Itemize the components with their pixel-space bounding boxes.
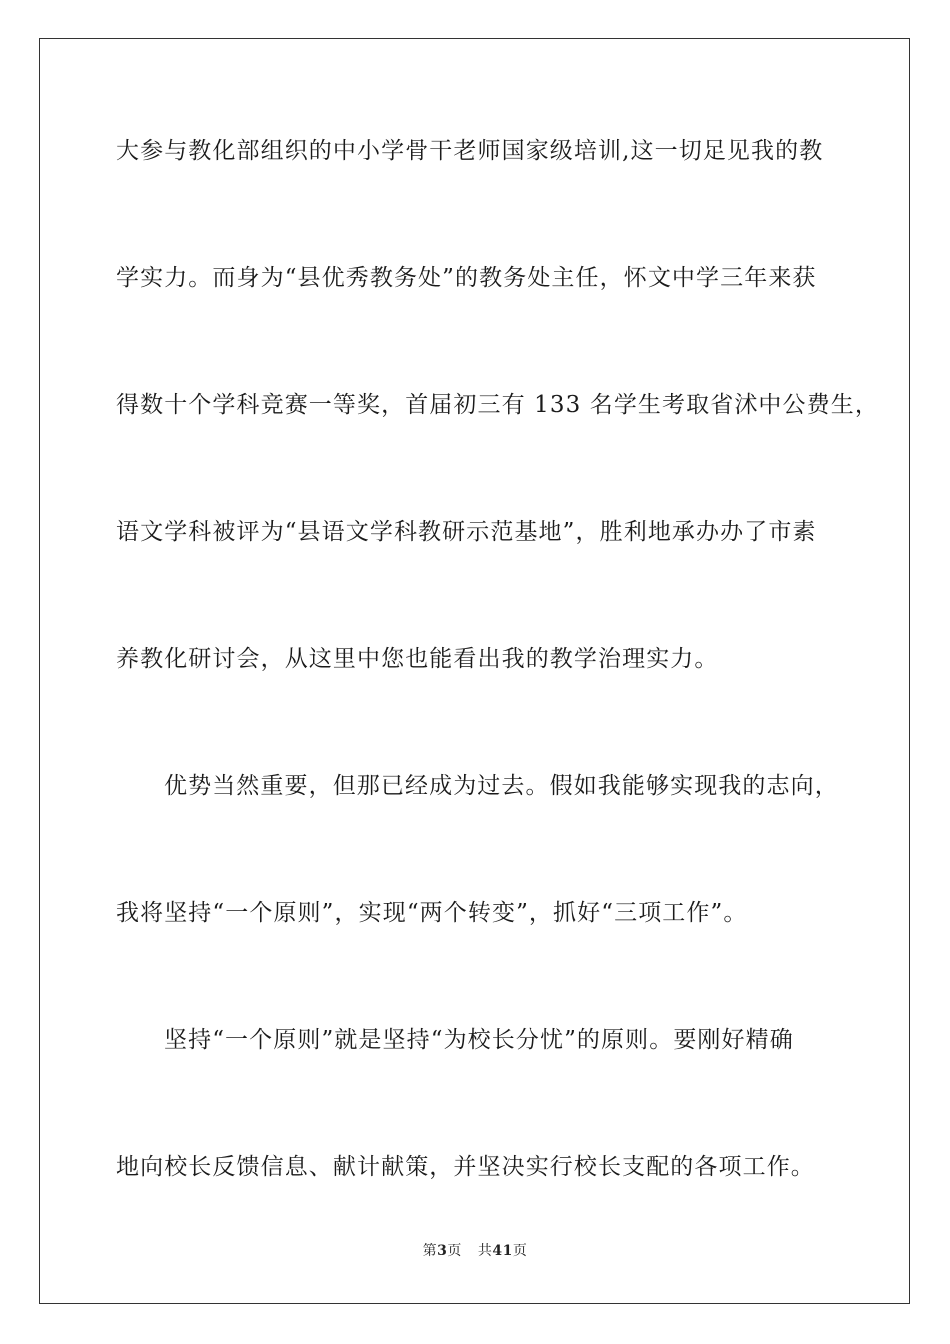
total-pages: 41 [492,1243,513,1259]
text-line-3: 得数十个学科竞赛一等奖，首届初三有 133 名学生考取省沭中公费生， [116,392,879,418]
text-line-8-paragraph-start: 坚持“一个原则”就是坚持“为校长分忧”的原则。要刚好精确 [164,1027,794,1053]
page-prefix: 第 [422,1243,438,1259]
document-body [116,128,879,1271]
text-line-4: 语文学科被评为“县语文学科教研示范基地”，胜利地承办办了市素 [116,519,817,545]
text-line-6-paragraph-start: 优势当然重要，但那已经成为过去。假如我能够实现我的志向， [164,773,839,799]
text-line-5: 养教化研讨会，从这里中您也能看出我的教学治理实力。 [116,646,719,672]
page-suffix: 页 [447,1243,462,1259]
total-prefix: 共 [477,1243,493,1259]
page-number: 3 [437,1243,448,1259]
total-suffix: 页 [512,1243,528,1259]
text-line-1: 大参与教化部组织的中小学骨干老师国家级培训,这一切足见我的教 [116,138,824,164]
page-footer [0,1240,950,1260]
text-line-7: 我将坚持“一个原则”，实现“两个转变”，抓好“三项工作”。 [116,900,748,926]
text-line-2: 学实力。而身为“县优秀教务处”的教务处主任，怀文中学三年来获 [116,265,817,291]
text-line-9: 地向校长反馈信息、献计献策，并坚决实行校长支配的各项工作。 [116,1154,815,1180]
